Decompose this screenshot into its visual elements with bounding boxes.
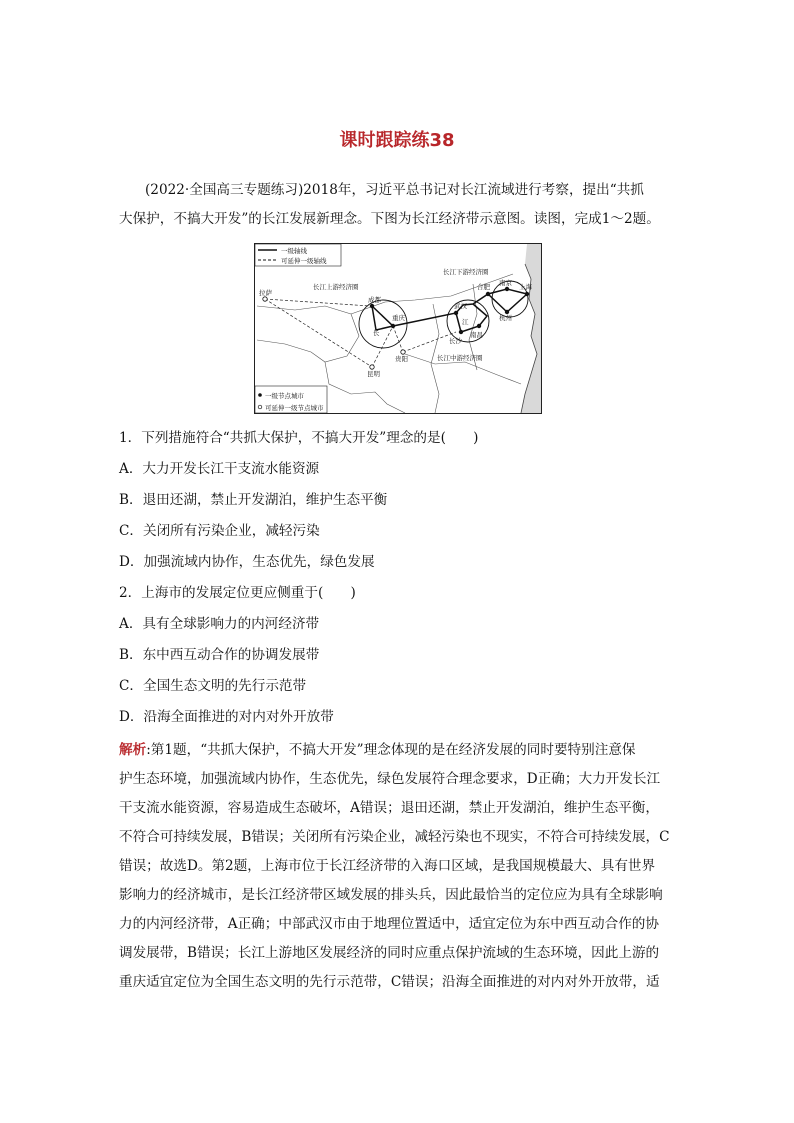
explanation-label: 解析 — [119, 742, 147, 758]
city-dot-shanghai — [525, 292, 529, 296]
city-label-chengdu: 成都 — [368, 296, 381, 304]
city-dot-guiyang — [401, 350, 405, 354]
q1-option-c: C．关闭所有污染企业，减轻污染 — [119, 523, 320, 539]
boundary-line — [257, 306, 359, 362]
city-label-nanchang: 南昌 — [470, 331, 483, 339]
explanation-line-1-text: :第1题，“共抓大保护，不搞大开发”理念体现的是在经济发展的同时要特别注意保 — [146, 742, 636, 758]
q1-stem: 1．下列措施符合“共抓大保护，不搞大开发”理念的是( ) — [119, 430, 479, 446]
intro-line-2: 大保护，不搞大开发”的长江发展新理念。下图为长江经济带示意图。读图，完成1～2题。 — [119, 211, 660, 227]
legend-ext-node-dot — [258, 405, 262, 409]
explanation-line-5: 错误；故选D。第2题，上海市位于长江经济带的入海口区域，是我国规模最大、具有世界 — [119, 858, 656, 874]
explanation-line-7: 力的内河经济带，A正确；中部武汉市由于地理位置适中，适宜定位为东中西互动合作的协 — [119, 916, 659, 932]
city-label-chongqing: 重庆 — [392, 314, 405, 322]
legend-node-dot — [258, 393, 262, 397]
city-dot-nanchang — [477, 324, 481, 328]
city-label-guiyang: 贵阳 — [395, 355, 408, 363]
city-label-hefei: 合肥 — [477, 283, 490, 291]
q1-option-a: A．大力开发长江干支流水能资源 — [119, 461, 320, 477]
explanation-line-4: 不符合可持续发展，B错误；关闭所有污染企业，减轻污染也不现实，不符合可持续发展，C — [119, 829, 670, 845]
legend-extend-label: 可延伸一级轴线 — [281, 257, 327, 265]
city-dot-chongqing — [391, 324, 395, 328]
sea-area — [521, 244, 541, 413]
city-dot-chengdu — [370, 304, 374, 308]
explanation-line-6: 影响力的经济城市，是长江经济带区域发展的排头兵，因此最恰当的定位应为具有全球影响 — [119, 887, 663, 903]
city-label-nanjing: 南京 — [499, 279, 512, 287]
legend-node-label: 一级节点城市 — [265, 392, 304, 400]
circle-label-lower: 长江下游经济圈 — [443, 268, 489, 276]
map-canvas — [255, 244, 541, 413]
city-label-shanghai: 上海 — [519, 283, 532, 291]
page-title: 课时跟踪练38 — [339, 130, 455, 151]
legend-axis-label: 一级轴线 — [281, 247, 307, 255]
explanation-line-1 — [119, 740, 679, 760]
city-label-lhasa: 拉萨 — [259, 289, 272, 297]
city-dot-lhasa — [263, 297, 267, 301]
q1-option-d: D．加强流域内协作，生态优先，绿色发展 — [119, 554, 375, 570]
q2-stem: 2．上海市的发展定位更应侧重于( ) — [119, 585, 356, 601]
city-label-kunming: 昆明 — [367, 370, 380, 378]
q2-option-b: B．东中西互动合作的协调发展带 — [119, 647, 320, 663]
city-dot-kunming — [370, 365, 374, 369]
q2-option-a: A．具有全球影响力的内河经济带 — [119, 616, 320, 632]
circle-label-middle: 长江中游经济圈 — [437, 354, 483, 362]
q2-option-d: D．沿海全面推进的对内对外开放带 — [119, 709, 334, 725]
river-char-jiang: 江 — [462, 318, 469, 326]
intro-line-1: (2022·全国高三专题练习)2018年，习近平总书记对长江流域进行考察，提出“共抓 — [145, 182, 644, 198]
legend-ext-node-label: 可延伸一级节点城市 — [265, 404, 324, 412]
explanation-line-2: 护生态环境，加强流域内协作，生态优先，绿色发展符合理念要求，D正确；大力开发长江 — [119, 771, 661, 787]
explanation-line-3: 干支流水能资源，容易造成生态破坏，A错误；退田还湖，禁止开发湖泊，维护生态平衡， — [119, 800, 659, 816]
q2-option-c: C．全国生态文明的先行示范带 — [119, 678, 307, 694]
river-char-chang: 长 — [373, 329, 380, 337]
city-label-wuhan: 武汉 — [454, 302, 467, 310]
q1-option-b: B．退田还湖，禁止开发湖泊，维护生态平衡 — [119, 492, 388, 508]
city-dot-hefei — [486, 292, 490, 296]
yangtze-economic-belt-map — [254, 243, 542, 414]
extension-line — [265, 299, 370, 306]
city-dot-wuhan — [454, 311, 458, 315]
explanation-line-8: 调发展带，B错误；长江上游地区发展经济的同时应重点保护流域的生态环境，因此上游的 — [119, 945, 660, 961]
city-dot-nanjing — [505, 287, 509, 291]
boundary-line — [325, 362, 405, 413]
primary-axis — [488, 294, 527, 312]
city-label-changsha: 长沙 — [449, 337, 462, 345]
extension-line — [265, 299, 372, 367]
city-dot-changsha — [459, 330, 463, 334]
city-label-hangzhou: 杭州 — [499, 314, 512, 322]
circle-label-upper: 长江上游经济圈 — [313, 283, 359, 291]
explanation-line-9: 重庆适宜定位为全国生态文明的先行示范带，C错误；沿海全面推进的对内对外开放带，适 — [119, 974, 660, 990]
